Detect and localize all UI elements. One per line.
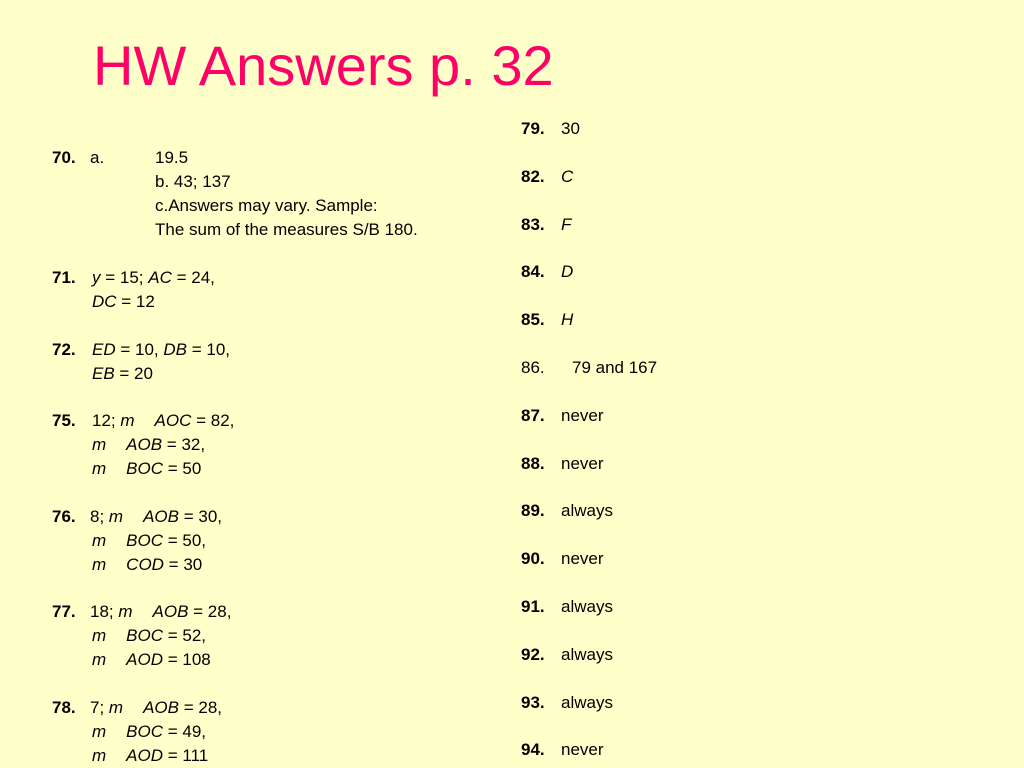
angle-name: BOC — [126, 626, 164, 645]
measure-m: m — [92, 531, 107, 550]
problem-71-line1 — [92, 267, 215, 289]
measure-m: m — [120, 411, 135, 430]
right-problem-answer: H — [561, 310, 574, 329]
var-dc: DC — [92, 292, 117, 311]
prefix: 18; — [90, 602, 119, 621]
right-problem-answer: 79 and 167 — [572, 358, 658, 377]
prefix: 8; — [90, 507, 109, 526]
angle-name: BOC — [126, 459, 164, 478]
problem-77-number: 77. — [52, 602, 76, 621]
problem-75-line2 — [92, 434, 205, 456]
problem-77-line3 — [92, 649, 211, 671]
right-problem-answer: always — [561, 693, 613, 712]
problem-77-line2 — [92, 625, 206, 647]
angle-value: = 30, — [178, 507, 222, 526]
measure-m: m — [92, 746, 107, 765]
right-problem-answer: never — [561, 549, 604, 568]
problem-72-number: 72. — [52, 340, 76, 359]
right-problem-answer: never — [561, 740, 604, 759]
slide-title: HW Answers p. 32 — [93, 34, 554, 97]
problem-77-line1 — [90, 601, 231, 623]
angle-name: AOB — [143, 507, 179, 526]
angle-value: = 82, — [191, 411, 235, 430]
var-ac: AC — [148, 268, 172, 287]
problem-75-line3 — [92, 458, 201, 480]
angle-value: = 28, — [178, 698, 222, 717]
dc-value: = 12 — [116, 292, 155, 311]
angle-name: AOD — [126, 650, 164, 669]
problem-78-line1 — [90, 697, 222, 719]
angle-value: = 30 — [163, 555, 203, 574]
measure-m: m — [92, 555, 107, 574]
right-problem-number: 79. — [521, 119, 545, 138]
problem-75-number: 75. — [52, 411, 76, 430]
right-problem-answer: always — [561, 597, 613, 616]
angle-value: = 32, — [162, 435, 206, 454]
var-db: DB — [163, 340, 187, 359]
problem-70-c1: c.Answers may vary. Sample: — [155, 196, 378, 215]
problem-76-number: 76. — [52, 507, 76, 526]
prefix: 7; — [90, 698, 109, 717]
problem-72-line2 — [92, 363, 153, 385]
measure-m: m — [92, 626, 107, 645]
measure-m: m — [92, 650, 107, 669]
problem-70-a-value: 19.5 — [155, 148, 189, 167]
y-value: = 15; — [100, 268, 149, 287]
right-problem-number: 93. — [521, 693, 545, 712]
measure-m: m — [92, 459, 107, 478]
right-problem-answer: never — [561, 406, 604, 425]
right-problem-answer: F — [561, 215, 572, 234]
right-problem-number: 84. — [521, 262, 545, 281]
right-problem-answer: never — [561, 454, 604, 473]
problem-70-c2: The sum of the measures S/B 180. — [155, 220, 418, 239]
measure-m: m — [92, 435, 107, 454]
angle-value: = 28, — [188, 602, 232, 621]
measure-m: m — [108, 507, 124, 526]
problem-72-line1 — [92, 339, 230, 361]
right-problem-number: 91. — [521, 597, 545, 616]
angle-name: AOC — [154, 411, 192, 430]
problem-76-line3 — [92, 554, 202, 576]
right-problem-number: 83. — [521, 215, 545, 234]
angle-name: BOC — [126, 531, 164, 550]
right-problem-answer: D — [561, 262, 574, 281]
right-problem-answer: always — [561, 501, 613, 520]
right-problem-number: 90. — [521, 549, 545, 568]
problem-71-line2 — [92, 291, 155, 313]
angle-value: = 52, — [163, 626, 207, 645]
measure-m: m — [108, 698, 124, 717]
problem-70-number: 70. — [52, 148, 76, 167]
problem-76-line1 — [90, 506, 222, 528]
right-problem-answer: C — [561, 167, 574, 186]
db-value: = 10, — [186, 340, 230, 359]
angle-value: = 111 — [163, 746, 209, 765]
right-problem-number: 85. — [521, 310, 545, 329]
angle-name: AOB — [126, 435, 163, 454]
problem-75-line1 — [92, 410, 234, 432]
right-problem-number: 87. — [521, 406, 545, 425]
angle-name: BOC — [126, 722, 164, 741]
right-problem-answer: 30 — [561, 119, 580, 138]
measure-m: m — [118, 602, 133, 621]
var-y: y — [92, 268, 101, 287]
angle-name: AOB — [143, 698, 179, 717]
var-eb: EB — [92, 364, 115, 383]
right-problem-number: 94. — [521, 740, 545, 759]
right-problem-answer: always — [561, 645, 613, 664]
right-problem-number: 88. — [521, 454, 545, 473]
angle-name: AOD — [126, 746, 164, 765]
right-problem-number: 92. — [521, 645, 545, 664]
prefix: 12; — [92, 411, 121, 430]
problem-78-line3 — [92, 745, 208, 767]
angle-value: = 50, — [163, 531, 207, 550]
angle-value: = 50 — [163, 459, 202, 478]
right-problem-number: 82. — [521, 167, 545, 186]
angle-name: AOB — [152, 602, 189, 621]
var-ed: ED — [92, 340, 116, 359]
problem-70-a-label: a. — [90, 148, 105, 167]
problem-78-number: 78. — [52, 698, 76, 717]
eb-value: = 20 — [114, 364, 153, 383]
problem-76-line2 — [92, 530, 206, 552]
problem-70-b: b. 43; 137 — [155, 172, 231, 191]
right-problem-number: 86. — [521, 358, 545, 377]
problem-71-number: 71. — [52, 268, 76, 287]
measure-m: m — [92, 722, 107, 741]
right-problem-number: 89. — [521, 501, 545, 520]
problem-78-line2 — [92, 721, 206, 743]
ed-value: = 10, — [115, 340, 164, 359]
angle-value: = 49, — [163, 722, 207, 741]
ac-value: = 24, — [171, 268, 215, 287]
angle-value: = 108 — [163, 650, 211, 669]
angle-name: COD — [126, 555, 164, 574]
